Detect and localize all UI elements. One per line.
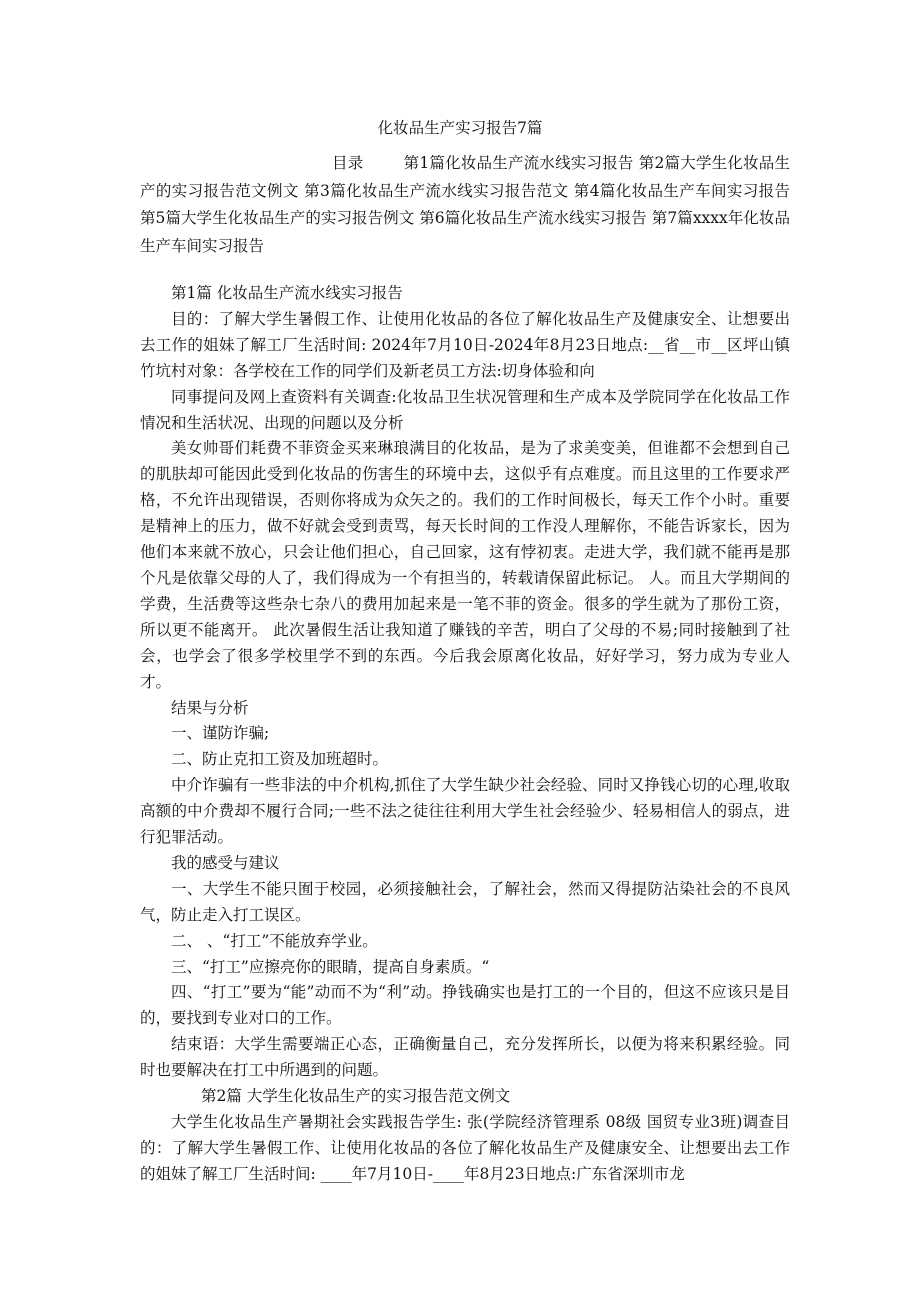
results-heading: 结果与分析	[171, 698, 249, 717]
conclusion-paragraph: 结束语：大学生需要端正心态，正确衡量自己，充分发挥所长，以便为将来积累经验。同时也要解决在打工中所遇到的问题。	[140, 1035, 790, 1080]
section2-intro-paragraph: 大学生化妆品生产暑期社会实践报告学生: 张(学院经济管理系 08级 国贸专业3班)调查目的：了解大学生暑假工作、让使用化妆品的各位了解化妆品生产及健康安全、让想要出去工作的姐妹了解工厂生活时间: ____年7月10日-____年8月23日地点:广东省深圳市龙	[140, 1113, 790, 1183]
table-of-contents	[140, 150, 790, 260]
suggestion-2: 二、 、“打工”不能放弃学业。	[171, 931, 378, 950]
suggestion-1: 一、大学生不能只囿于校园，必须接触社会，了解社会，然而又得提防沾染社会的不良风气，防止走入打工误区。	[140, 879, 790, 924]
toc-label: 目录	[332, 154, 364, 172]
suggestion-3: 三、“打工”应擦亮你的眼睛，提高自身素质。“	[171, 957, 490, 976]
narrative-paragraph: 美女帅哥们耗费不菲资金买来琳琅满目的化妆品，是为了求美变美，但谁都不会想到自己的肌肤却可能因此受到化妆品的伤害生的环境中去，这似乎有点难度。而且这里的工作要求严格，不允许出现错误，否则你将成为众矢之的。我们的工作时间极长，每天工作个小时。重要是精神上的压力，做不好就会受到责骂，每天长时间的工作没人理解你，不能告诉家长，因为他们本来就不放心，只会让他们担心，自己回家，这有悖初衷。走进大学，我们就不能再是那个凡是依靠父母的人了，我们得成为一个有担当的，转载请保留此标记。 人。而且大学期间的学费，生活费等这些杂七杂八的费用加起来是一笔不菲的资金。很多的学生就为了那份工资，所以更不能离开。 此次暑假生活让我知道了赚钱的辛苦，明白了父母的不易;同时接触到了社会，也学会了很多学校里学不到的东西。今后我会原离化妆品，好好学习，努力成为专业人才。	[140, 439, 790, 691]
section1-heading: 第1篇 化妆品生产流水线实习报告	[171, 284, 403, 302]
section2-heading: 第2篇 大学生化妆品生产的实习报告范文例文	[201, 1087, 511, 1106]
toc-entries: 第1篇化妆品生产流水线实习报告 第2篇大学生化妆品生产的实习报告范文例文 第3篇化妆品生产流水线实习报告范文 第4篇化妆品生产车间实习报告 第5篇大学生化妆品生产的实习报告例文 第6篇化妆品生产流水线实习报告 第7篇xxxx年化妆品生产车间实习报告	[140, 154, 790, 255]
document-body	[140, 281, 790, 1188]
survey-paragraph: 同事提问及网上查资料有关调查:化妆品卫生状况管理和生产成本及学院同学在化妆品工作情况和生活状况、出现的问题以及分析	[140, 387, 790, 432]
result-item-2: 二、防止克扣工资及加班超时。	[171, 750, 389, 769]
fraud-paragraph: 中介诈骗有一些非法的中介机构,抓住了大学生缺少社会经验、同时又挣钱心切的心理,收取高额的中介费却不履行合同;一些不法之徒往往利用大学生社会经验少、轻易相信人的弱点，进行犯罪活动。	[140, 776, 790, 847]
document-title: 化妆品生产实习报告7篇	[377, 119, 543, 137]
feelings-heading: 我的感受与建议	[171, 853, 280, 872]
result-item-1: 一、谨防诈骗;	[171, 724, 270, 743]
purpose-paragraph: 目的：了解大学生暑假工作、让使用化妆品的各位了解化妆品生产及健康安全、让想要出去工作的姐妹了解工厂生活时间: 2024年7月10日-2024年8月23日地点:__省__市__区坪山镇竹坑村对象：各学校在工作的同学们及新老员工方法:切身体验和向	[140, 309, 790, 380]
suggestion-4: 四、“打工”要为“能”动而不为“利”动。挣钱确实也是打工的一个目的，但这不应该只是目的，要找到专业对口的工作。	[140, 983, 790, 1028]
